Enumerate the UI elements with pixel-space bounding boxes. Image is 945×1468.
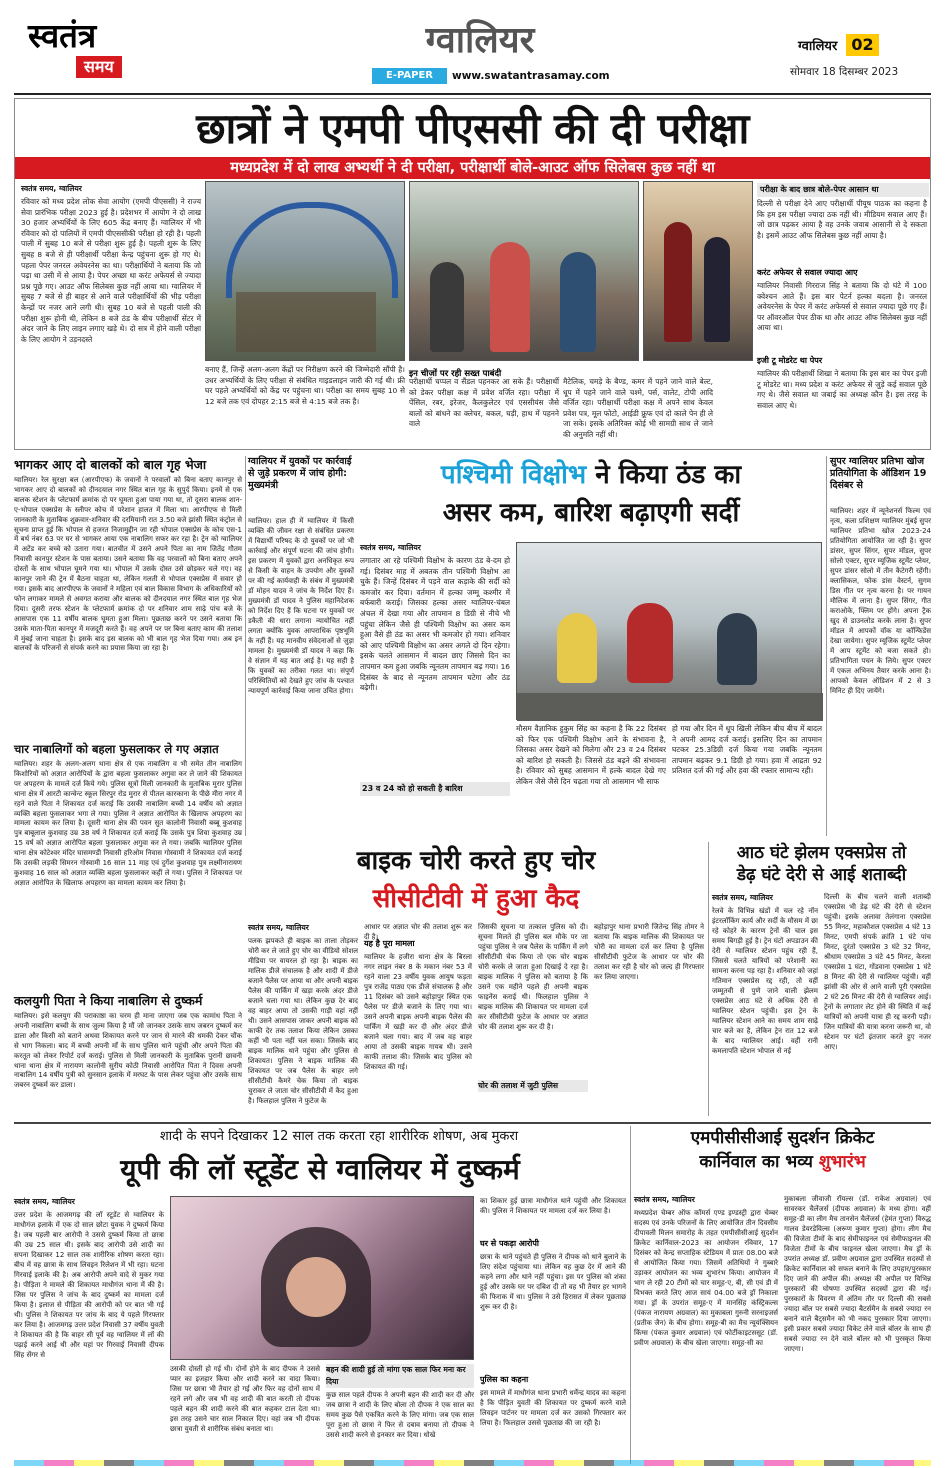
website-link[interactable]: www.swatantrasamay.com [452,70,610,82]
cricket-headline-accent: शुभारंभ [818,1152,866,1172]
train-headline-line2: डेढ़ घंटे देरी से आई शताब्दी [736,865,907,885]
weather-byline: स्वतंत्र समय, ग्वालियर [360,543,421,552]
lead-story [14,98,931,450]
weather-body-2: मौसम वैज्ञानिक हुकुम सिंह का कहना है कि 22 दिसंबर को फिर एक पश्चिमी विक्षोभ आने के संभावना है, जिसका असर देखने को मिलेगा और 23 व 24 दिसंबर को बारिश हो सकती है। जिससे ठंड बढ़ने की संभावना है। रविवार को सुबह आसमान में हल्के बादल देखे गए लेकिन जैसे जैसे दिन चढ़ता गया तो आसमान भी साफ [516,724,666,786]
side-body-3: ग्वालियर की परीक्षार्थी शिखा ने बताया कि इस बार का पेपर इजी टू मोडरेट था। मध्य प्रदेश व करंट अफेयर से जुड़े कई सवाल पूछे गए थे। जैसे सवाल था जबाई का अध्यक्ष कौन है। इस तरह के सवाल आए थे। [757,369,927,410]
masthead [0,0,945,90]
cctv-body-1: पलक झपकते ही बाइक का ताला तोड़कर चोरी कर ले जाते हुए चोर का वीडियो सोशल मीडिया पर वायरल हो रहा है। बाइक का मालिक डीजे संचालक है और शादी में डीजे बजाने पैलेस पर आया था और अपनी बाइक पैलेस की पार्किंग में खड़ा करके अंदर डीजे बजाने चला गया था। लेकिन कुछ देर बाद वह बाहर आया तो उसकी गाड़ी वहां नहीं थी। उसने आसपास जाकर अपनी बाइक को काफी देर तक तलाश किया लेकिन उसका कहीं भी पता नहीं चल सका। जिसके बाद बाइक मालिक थाने पहुंचा और पुलिस से शिकायत। पुलिस ने बाइक मालिक की शिकायत पर जब पैलेस के बाहर लगे सीसीटीवी कैमरे चेक किया तो बाइक चुराकर ले जाता चोर सीसीटीवी में कैद हुआ है। फिलहाल पुलिस ने फुटेज के [248,937,358,1105]
probe-column [248,456,354,836]
weather-headline-line1: ने किया ठंड का [595,460,742,490]
side-body-1: दिल्ली से परीक्षा देने आए परीक्षार्थी पीयूष पाठक का कहना है कि हम इस परीक्षा ज्यादा ठक नहीं थी। मीडियम सवाल आए हैं। जो छात्र पढ़कर आया है वह उनके जवाब आसानी से दे सकता है। इसमें आउट ऑफ सिलेबस कुछ नहीं आया है। [757,199,927,240]
page-number: 02 [846,34,878,56]
rape-case-body-5: छात्रा के थाने पहुंचते ही पुलिस ने दीपक को थाने बुलाने के लिए संदेश पहुंचाया था। लेकिन वह कुछ देर में आने की कहने लगा और थाने नहीं पहुंचा। इस पर पुलिस को शंका हुई और उसके घर पर दबिश दी तो वह भी तैयार हर भागने की फिराक में था। पुलिस ने उसे हिरासत में लेकर पूछताछ शुरू कर दी है। [480,1253,626,1311]
col-divider-2 [826,456,827,836]
section-divider [14,1122,931,1124]
rape-case-kicker: शादी के सपने दिखाकर 12 साल तक करता रहा शारीरिक शोषण, अब मुकरा [159,1129,519,1144]
weather-subhead: 23 व 24 को हो सकती है बारिश [360,782,510,796]
rape-case-subhead-3: पुलिस का कहना [480,1375,529,1384]
left-column [14,456,242,1116]
side-heading-3: इजी टू मोडरेट था पेपर [757,356,823,365]
col-divider-4 [630,1126,631,1464]
cctv-headline [248,842,704,918]
weather-headline [360,456,822,536]
rape-case-illustration [170,1196,474,1360]
train-body-1: रेलवे के विभिन्न खंडों में चल रहे नॉन इंटरलॉकिंग कार्य और सर्दी के मौसम में छा रहे कोहरे के कारण ट्रेनों की चाल इस समय बिगड़ी हुई है। ट्रेन घंटों अपडाउन की देरी से ग्वालियर स्टेशन पहुंच रही हैं, जिससे चलते यात्रियों को परेशानी का सामना करना पड़ रहा है। शनिवार को जहां गतिमान एक्सप्रेस रद्द रही, तो वहीं जम्मूतवी से पुणे जाने वाली झेलम एक्सप्रेस आठ घंटे से अधिक देरी से ग्वालियर स्टेशन पहुंची। इस ट्रेन के ग्वालियर स्टेशन आने का समय शाम साढ़े चार बजे का है, लेकिन ट्रेन रात 12 बजे के बाद ग्वालियर आई। वहीं रानी कमलापति स्टेशन भोपाल से नई [712,907,818,1055]
rape-case-body-6: इस मामले में माधौगंज थाना प्रभारी धर्मेन्द्र यादव का कहना है कि पीड़ित युवती की शिकायत पर दुष्कर्म करने वाले लिवइन पार्टनर पर मामला दर्ज कर उसको गिरफ्तार कर लिया है। फिलहाल उससे पूछताछ की जा रही है। [480,1389,626,1427]
cctv-body-5: बहोड़ापुर थाना प्रभारी जितेन्द्र सिंह तोमर ने बताया कि बाइक मालिक की शिकायत पर चोरी का मामला दर्ज कर लिया है पुलिस सीसीटीवी फुटेज के आधार पर चोर की तलाश कर रही है चोर को जल्द ही गिरफ्तार कर लिया जाएगा। [594,923,704,981]
kidnap-headline: चार नाबालिगों को बहला फुसलाकर ले गए अज्ञात [14,742,219,756]
rape-case-subhead-2: घर से पकड़ा आरोपी [480,1239,539,1248]
rape-case-body-2: उसकी दोस्ती हो गई थी। दोनों होने के बाद दीपक ने उससे प्यार का इजहार किया और शादी करने का वादा किया। जिस पर छात्रा भी तैयार हो गई और फिर वह दोनों साथ में रहने लगे और जब भी वह शादी की बात करती तो दीपक पहले बहन की शादी करने की बात कहकर टाल देता था। इस तरह उसने चार साल निकाल दिए। वहां जब भी दीपक छात्रा युवती से शारीरिक संबंध बनाता था। [170,1365,320,1433]
rape-case-body-3: कुछ साल पहले दीपक ने अपनी बहन की शादी कर दी और जब छात्रा ने शादी के लिए बोला तो दीपक ने एक साल का समय कुछ पैसे एकत्रित करने के लिए मांगा। जब एक साल पूरा हुआ तो छात्रा ने फिर से दबाव बनाया तो दीपक ने उससे शादी करने से इनकार कर दिया। धोखे [326,1391,474,1439]
probe-headline: ग्वालियर में युवकों पर कार्रवाई से जुड़े प्रकरण में जांच होगी: मुख्यमंत्री [248,456,352,491]
cricket-headline-line2: कार्निवाल का भव्य [699,1152,819,1172]
rape-case-byline: स्वतंत्र समय, ग्वालियर [14,1197,75,1206]
train-headline-line1: आठ घंटे झेलम एक्सप्रेस तो [736,843,907,863]
talent-headline: सुपर ग्वालियर प्रतिभा खोज प्रतियोगिता के ऑडिशन 19 दिसंबर से [830,456,927,491]
color-registration-strip [14,1460,931,1466]
page-city: ग्वालियर [798,39,838,54]
weather-story [360,456,822,836]
lead-photo-crowd [643,181,753,361]
rape-case-headline: यूपी की लॉ स्टूडेंट से ग्वालियर में दुष्कर्म [120,1153,520,1186]
issue-date: सोमवार 18 दिसम्बर 2023 [790,66,899,78]
logo-bottom: समय [76,56,122,78]
cctv-body-2: आधार पर अज्ञात चोर की तलाश शुरू कर दी है। [364,923,472,941]
weather-headline-line2: असर कम, बारिश बढ़ाएगी सर्दी [442,498,740,528]
page-badge [798,34,898,60]
train-byline: स्वतंत्र समय, ग्वालियर [712,893,773,902]
lead-body-3: परीक्षार्थी चप्पल व सैंडल पहनकर आ सके हैं। परीक्षार्थी को डेकर परीक्षा कक्ष में प्रवेश वर्जित रहा। परीक्षा में पेंसिल, रबर, इरेजर, कैलकुलेटर एवं एससीयंस जैसे बालों को बांधने का क्लेचर, बकल, घड़ी, हाथ में पहनने वाले [409,377,559,429]
logo[interactable] [28,16,138,88]
cctv-body-3: ग्वालियर के हजीरा थाना क्षेत्र के बिरला नगर लाइन नंबर 8 के मकान नंबर 53 में रहने वाला 23 वर्षीय युवक आयुष फड़ता पुत्र राजेंद्र पाठ्य एक डीजे संचालक है और 11 दिसंबर को उसने बहोड़ापुर स्थित एक पैलेस पर डीजे बजाने के लिए गया था। उसने अपनी बाइक अपनी बाइक पैलेस की पार्किंग में खड़ी कर दी और अंदर डीजे बजाने चला गया। बाद में जब वह बाहर आया तो उसकी बाइक गायब थी। उसने काफी तलाश की। जिसके बाद पुलिस को शिकायत की गई। [364,953,472,1071]
section-city: ग्वालियर [425,20,535,61]
lead-subheadline: मध्यप्रदेश में दो लाख अभ्यर्थी ने दी परीक्षा, परीक्षार्थी बोले-आउट ऑफ सिलेबस कुछ नहीं था [15,157,930,179]
lead-body-1: रविवार को मध्य प्रदेश लोक सेवा आयोग (एमपी पीएससी) ने राज्य सेवा प्रारंभिक परीक्षा 2023 हुई है। प्रदेशभर में आयोग ने दो लाख 30 हजार अभ्यर्थियों के लिए 605 केंद्र बनाए हैं। ग्वालियर में भी रविवार को दो पालियों में एमपी पीएससीकी परीक्षा हो रही है। पहली पाली में सुबह 10 बजे से परीक्षा शुरू हुई है। पहली शुरू के लिए सुबह 8 बजे से ही परीक्षार्थी परीक्षा केन्द्र पहुंचना शुरू हो गए थे। पहला पेपर जनरल अवेयरनेस का था। परीक्षार्थियों ने बताया कि जो पढ़ा था उसी में से आया है। पेपर अच्छा था करंट अफेयर्स से ज्यादा प्रश्न पूछे गए। आउट ऑफ सिलेबस कुछ नहीं आया था। ग्वालियर में सुबह 7 बजे से ही बाहर से आने वाले परीक्षार्थियों की भीड़ परीक्षा केन्द्रों पर नजर आने लगी थी। सुबह 10 बजे से पहली पाली की परीक्षा शुरू होनी थी, लेकिन 8 बजे ठंड के बीच परीक्षार्थी सेंटर में अंदर जाने के लिए लाइन लगाए खड़े थे। दो सत्र में होने वाली परीक्षा के लिए आयोग ने उड़नदस्ते [21,197,201,344]
cctv-byline: स्वतंत्र समय, ग्वालियर [248,923,309,932]
kidnap-body: ग्वालियर। शहर के अलग-अलग थाना क्षेत्र से एक नाबालिग व भी समेत तीन नाबालिग किशोरियों को अज्ञात आरोपियों के द्वारा बहला फुसलाकर अगुवा कर ले जाने की शिकायत पर अपहरण के मामले दर्ज किये गये। पुलिस सूत्रों मिली जानकारी के मुताबिक मुरार पुलिस थाना क्षेत्र में आरटी कान्वेन्ट स्कूल सिरपुर रोड मुरार से पीतल कारकाना के पीछे मीरा नगर में रहने वाले पिता ने शिकायत दर्ज कराई कि उसकी नाबालिग बच्ची 14 वर्षीय को अज्ञात व्यक्ति बहला फुसलाकर भगा ले गया। पुलिस ने अज्ञात आरोपित के खिलाफ अपहरण का मामला कायम कर लिया है। दूसरी थाना क्षेत्र की पवन सुत कालोनी निवासी बब्बू कुशवाह पुत्र बाबूलाल कुशवाह उम्र 38 वर्ष ने शिकायत दर्ज कराई कि उसके पुत्र शिवा कुशवाह उम्र 15 वर्ष को अज्ञात आरोपित बहला फुसलाकर अगुवा कर ले गया। जबकि ग्वालियर पुलिस थाना क्षेत्र कोटेश्वर मंदिर घासमण्डी निवासी हरिओम निवास गोस्वामी ने शिकायत दर्ज कराई कि उसकी लड़की सिमरन गोस्वामी 16 साल 11 माह एवं दुर्गेश कुशवाह पुत्र लक्ष्मीनारायण कुशवाह 16 साल को अज्ञात व्यक्ति बहला फुसलाकर कहीं ले गया। पुलिस ने शिकायत पर अज्ञात आरोपित के खिलाफ अपहरण का मामला कायम कर लिया है। [14,760,242,887]
talent-story [830,456,931,836]
cctv-subhead-1: यह है पूरा मामला [364,939,415,948]
cricket-byline: स्वतंत्र समय, ग्वालियर [634,1195,695,1204]
father-crime-headline: कलयुगी पिता ने किया नाबालिग से दुष्कर्म [14,993,203,1008]
train-body-2: दिल्ली के बीच चलने वाली शताब्दी एक्सप्रेस भी डेढ़ घंटे की देरी से स्टेशन पहुंची। इसके अलावा तेलंगाना एक्सप्रेस 55 मिनट, महाकौशल एक्सप्रेस 4 घंटे 13 मिनट, एमपी संपर्क क्रांति 1 घंटे पांच मिनट, दुरंतो एक्सप्रेस 3 घंटे 32 मिनट, श्रीधाम एक्सप्रेस 3 घंटे 45 मिनट, केरला एक्सप्रेस 1 घंटा, गोंडवाना एक्सप्रेस 1 घंटे 8 मिनट की देरी से ग्वालियर पहुंची। वहीं झांसी की ओर से आने वाली पूरी एक्सप्रेस 2 घंटे 26 मिनट की देरी से ग्वालियर आई। ट्रेनों के लगातार लेट होने की स्थिति में कई यात्रियों को अपनी यात्रा ही रद्द करनी पड़ी। जिन यात्रियों की यात्रा करना जरूरी था, वो स्टेशन पर घंटों इंतजार करते हुए नजर आए। [824,893,931,1051]
cctv-subhead-2: चोर की तलाश में जुटी पुलिस [478,1080,588,1092]
lead-body-4: मैटेलिक, चमड़े के बैण्ड, कमर में पहने जाने वाले बेल्ट, धूप में पहने जाने वाले चश्मे, पर्स, वालेट, टोपी आदि वर्जित रहा। परीक्षार्थी परीक्षा कक्ष में अपने साथ केवल प्रवेश पत्र, मूल फोटो, आईडी फ़्रूफ एवं दो काले पेन ही ले जा सके। इसके अतिरिक्त कोई भी सामग्री साथ ले जाने की अनुमति नहीं थी। [563,377,713,439]
rape-case-subhead-1: बहन की शादी हुई तो मांगा एक साल फिर मना कर दिया [326,1364,474,1388]
weather-body-3: हो गया और दिन में धूप खिली लेकिन बीच बीच में बादल ने अपनी आमद दर्ज कराई। इसलिए दिन का तापमान घटकर 25.3डिग्री दर्ज किया गया जबकि न्यूनतम तापमान बढ़कर 9.1 डिग्री हो गया। हवा में आद्रता 92 प्रतिशत दर्ज की गई और हवा की रफ्तार सामान्य रही। [672,724,822,776]
runaway-headline: भागकर आए दो बालकों को बाल गृह भेजा [14,457,207,472]
lead-photo-students [409,181,639,361]
cricket-body-2: मुकाबला जीवाजी रॉयल्स (डॉ. राकेश अग्रवाल) एवं सावरकर चैलेंजर्स (दीपक अग्रवाल) के मध्य होगा। वहीं समूह-डी का लीग मैच तानसेन चैलेंजर्स (हेमंत गुप्ता) विरुद्ध गालव डेयरडेविल्स (अरूण कुमार गुप्ता) होगा। लीग मैच की विजेता टीमों के बाद सेमीफाइनल एवं सेमीफाइनल की विजेता टीमों के बीच फाइनल खेला जाएगा। मैच ड्रॉ के उपरांत अध्यक्ष डॉ. प्रवीण अग्रवाल द्वारा उपस्थित सदस्यों से क्रिकेट कार्निवाल को सफल बनाने के लिए उपहार/पुरस्कार दिए जाने की अपील की। अध्यक्ष की अपील पर विभिन्न पुरस्कारों की घोषणा उपस्थित सदस्यों द्वारा की गई। पुरस्कारों के विवरण में अंतिम तौर पर दिल्ली की सबसे ज्यादा बॉल पर सबसे ज्यादा बैटर्समैन के सबसे ज्यादा रन बनाने वाले बैट्समैन को भी नकद पुरस्कार दिया जाएगा। इसी प्रकार सबसे ज्यादा विकेट लेने वाले बॉलर के साथ ही सबसे ज्यादा रन देने वाले बॉलर को भी पुरस्कृत किया जाएगा। [784,1195,932,1353]
cctv-body-4: जिसकी सूचना या तत्काल पुलिस को दी। सूचना मिलते ही पुलिस बल मौके पर जा पहुंचा पुलिस ने जब पैलेस के पार्किंग में लगे सीसीटीवी चेक किया तो एक चोर बाइक चोरी करके ले जाता हुआ दिखाई दे रहा है। बाइक मालिक ने पुलिस को बताया है कि उसने एक महीने पहले ही अपनी बाइक फाइनेंस कराई थी। फिलहाल पुलिस ने बाइक मालिक की शिकायत पर मामला दर्ज कर सीसीटीवी फुटेज के आधार पर अज्ञात चोर की तलाश शुरू कर दी है। [478,923,588,1031]
lead-headline: छात्रों ने एमपी पीएससी की दी परीक्षा [196,104,749,153]
cctv-headline-line1: बाइक चोरी करते हुए चोर [356,846,596,876]
weather-photo [516,542,822,720]
cricket-body-1: मध्यप्रदेश चेम्बर ऑफ कॉमर्स एण्ड इण्डस्ट्री द्वारा चेम्बर सदस्य एवं उनके परिजनों के लिए आयोजित तीन दिवसीय दीपावली मिलन समारोह के तहत एमपीसीसीआई सुदर्शन क्रिकेट कार्निवाल-2023 का आयोजन रविवार, 17 दिसंबर को केन्द्र सप्ताहिक स्टेडियम में प्रातः 08.00 बजे से आयोजित किया गया। जिसमें अतिथियों ने गुब्बारे उड़ाकर आयोजन का भव्य शुभारंभ किया। आयोजन में भाग ले रही 20 टीमों को चार समूह-ए, बी, सी एवं डी में विभक्त करते लिए आज सायं 04.00 बजे ड्रॉ निकाला गया। ड्रॉ के उपरांत समूह-ए में मानसिंह कंस्ट्रिकल्स (पंकज नारायण अग्रवाल) का मुकाबला गुरुनी सरनाइजर्स (प्रतीक जैन) के बीच होगा। समूह-बी का मैच न्यूयंक्सियन किंग्स (पंकज कुमार अग्रवाल) एवं फोर्टीकाइटससूट (डॉ. प्रवीण अग्रवाल) के बीच खेला जाएगा। समूह-सी का [634,1209,778,1347]
weather-body-1: लगातार आ रहे पश्चिमी विक्षोभ के कारण ठंड बे-दम हो गई। दिसंबर माह में अबतक तीन पश्चिमी विक्षोभ आ चुके हैं। जिन्हें दिसंबर में पड़ने वाल कड़ाके की सर्दी को कमजोर कर दिया। वर्तमान में हल्का जम्मू कश्मीर में बर्फबारी कराई। जिसका हल्का असर ग्वालियर-चंबल अंचल में देखा गया और तापमान 8 डिग्री से नीचे भी पहुंचा लेकिन जैसे ही पश्चिमी विक्षोभ का असर कम हुआ वैसे ही ठंड का असर भी कमजोर हो गया। शनिवार को आए पश्चिमी विक्षोभ का असर अगले दो दिन रहेगा। इसके चलते आसमान में बादल छाए जिससे दिन का तापमान कम हुआ जबकि न्यूनतम तापमान बढ़ गया। 16 दिसंबर के बाद से न्यूनतम तापमान घटेगा और ठंड बढ़ेगी। [360,556,510,693]
lead-photo-gate [205,181,405,361]
weather-headline-accent: पश्चिमी विक्षोभ [440,460,587,490]
talent-body: ग्वालियर। शहर में न्यूनेशनर्स फिल्म एवं नृत्य, कला प्रशिक्षण ग्वालियर मुंबई सुपर ग्वालियर प्रतिभा खोज 2023-24 प्रतियोगिता आयोजित जा रही है। सुपर डांसर, सुपर सिंगर, सुपर मॉडल, सुपर सोलो एक्टर, सुपर म्यूजिक स्टूमेंट प्लेयर, सुपर डांसर सोलो में तीन कैटेगरी रहेंगी। क्लासिकल, फोक डांस वेस्टर्न, सुगम डिस गीत पर नृत्य करना है। पर गायन मौलिक में लाना है। सुपर सिंगर, गीत कराओके, फ्लिम पर होंगे। अपना ट्रैक खुद से डाउनलोड करके लाना है। सुपर मॉडल में आपकों वॉक या कॉन्फिडेंस देखा जायेगा। सुपर म्यूजिक स्टूमेंट प्लेयर में आप स्टूमेंट को बजा सकते हो। प्रतिभागिता पचन के लिये। सुपर एक्टर में एकल अभिनय तैयार करके आना है। आपको केवल ऑडिशन में 2 से 3 मिनिट ही दिए जायेंगे। [830,507,931,695]
epaper-badge: E-PAPER [372,68,447,84]
restrictions-heading: इन चीजों पर रही सख्त पाबंदी [409,369,502,379]
train-story [712,842,931,1116]
probe-body: ग्वालियर। हाल ही में ग्वालियर में किसी व्यक्ति की जीवन रक्षा से संबंधित प्रकरण में विद्यार्थी परिषद के दो युवकों पर जो भी कार्रवाई और संपूर्ण घटना की जांच होगी। इस प्रकरण में युवकों द्वारा अनधिकृत रूप से किसी के वाहन के उपयोग और युवकों पर की गई कार्यवाही के संबंध में मुख्यमंत्री डॉ मोहन यादव ने जांच के निर्देश दिए हैं। मुख्यमंत्री डॉ यादव ने पुलिस महानिदेशक को निर्देश दिए हैं कि घटना पर युवकों पर डकैती की धारा लगाना न्यायोचित नहीं लगता क्योंकि युवक आपराधिक पृष्ठभूमि के नहीं हैं। यह मानवीय संवेदनाओं से जुड़ा मामला है। मुख्यमंत्री डॉ यादव ने कहा कि वे संज्ञान में यह बात आई है। यह सही है कि युवकों का तरीका गलत था। संपूर्ण परिस्थितियों को देखते हुए जांच के पश्चात न्यायपूर्ण कार्रवाई किया जाना उचित होगा। [248,517,354,695]
side-heading-2: करंट अफेयर से सवाल ज्यादा आए [757,268,858,277]
cricket-story [634,1126,931,1464]
masthead-divider [14,93,931,95]
runaway-body: ग्वालियर। रेल सुरक्षा बल (आरपीएफ) के जवानों ने परवालों को बिना बताए कानपुर से भागकर आए दो बालकों को दीनदयाल नगर स्थित बाल गृह के सुपुर्द किया। इनमें से एक बालक स्टेशन के प्लेटफार्म क्रमांक दो पर घूमता हुआ पाया गया था, तो दूसरा बालक शान-ए-भोपाल एक्सप्रेस के स्लीपर कोच में परेशान हालत में मिला था। आरपीएफ से मिली जानकारी के मुताबिक शुक्रवार-शनिवार की दरमियानी रात 3.50 बजे झांसी स्थित कंट्रोल से सूचना प्राप्त हुई कि भोपाल से हजरत निजामुद्दीन जा रही भोपाल एक्सप्रेस के कोच एस-1 में बर्थ नंबर 63 पर घर से भागकर आया एक नाबालिग सफर कर रहा है। ट्रेन को ग्वालियर में अटेंड कर बच्चे को उतारा गया। बातचीत में उसने अपने पिता का नाम जितेंद्र गौतम निवासी कानपुर स्टेशन के पास बताया। उसने बताया कि वह परवालों को बिना बताए अपने दोस्तों के साथ भोपाल घूमने गया था। भोपाल में उसके दोस्त उसे छोड़कर चले गए। वह कानपुर जाने की ट्रेन में बैठना चाहता था, लेकिन गलती से भोपाल एक्सप्रेस में सवार हो गया। इसके बाद आरपीएफ के जवानों ने महिला एवं बाल विकास विभाग के अधिकारियों को फोन लगाकर मामले से अवगत कराया और बालक को दीनदयाल नगर स्थित बाल गृह भेज दिया। दूसरी तरफ स्टेशन के प्लेटफार्म क्रमांक दो पर शनिवार शाम साढ़े पांच बजे के आसपास एक 11 वर्षीय बालक घूमता हुआ मिला। पूछताछ करने पर उसने बताया कि उसके माता-पिता कानपुर में मजदूरी करते हैं। वह अपने पर पर बिना बताए काम की तलाश में मुंबई जाना चाहता है। इसके बाद इस बालक को भी बाल गृह भेज दिया गया। अब इन बालकों के परिजनों से संपर्क करने का प्रयास किया जा रहा है। [14,476,242,653]
rape-case-body-1: उत्तर प्रदेश के आजमगढ़ की लॉ स्टूडेंट से ग्वालियर के माधौगंज इलाके में एक दो साल छोटा युवक ने दुष्कर्म किया है। जब पहली बार आरोपी ने उससे दुष्कर्म किया तो छात्रा की उम्र 25 साल थी। इसके बाद आरोपी उसे शादी का सपना दिखाकर 12 साल तक शारीरिक शोषण करता रहा। बीच में वह छात्रा के साथ लिवइन रिलेशन में भी रहा। घटना गिरवाई इलाके की है। अब आरोपी अपने वादे से मुकर गया है। पीड़िता ने मामले की शिकायत माधौगंज थाना में की है। जिस पर पुलिस ने जांच के बाद दुष्कर्म का मामला दर्ज किया है। इलाज से पीड़िता की आरोपी को पर बात भी गई थी। पुलिस ने शिकायत पर जांच के बाद ये पहले गिरफ्तार कर लिया है। आजमगढ़ उत्तर प्रदेश निवासी 37 वर्षीय युवती ने शिकायत की है कि बाहर सी पूर्व वह ग्वालियर में लॉ की पढ़ाई करने आई थी और यहां पर गिरवाई निवासी दीपक सिंह सेंगर से [14,1211,164,1359]
cctv-headline-line2: सीसीटीवी में हुआ कैद [372,884,580,914]
side-heading-1: परीक्षा के बाद छात्र बोले-पेपर आसान था [757,183,929,197]
col-divider-1 [245,456,246,836]
side-body-2: ग्वालियर निवासी गिरराज सिंह ने बताया कि दो घंटे में 100 क्वेश्चन आते हैं। इस बार पेटर्न हल्का बदला है। जनरल अवेयरनेस के पेपर में करंट अफेयर्स से सवाल ज्यादा पूछे गए हैं। पर ऑवरऑल पेपर ठीक था और आउट ऑफ सिलेबस कुछ नहीं आया था। [757,281,927,333]
lead-body-2: बनाए हैं, जिन्हें अलग-अलग केंद्रों पर निरीक्षण करने की जिम्मेदारी सौंपी है। उधर अभ्यर्थियों के लिए परीक्षा से संबंधित गाइडलाइन जारी की गई थी। फ्री घर पहले अभ्यर्थियों को केंद्र पर पहुंचना था। परीक्षा का समय सुबह 10 से 12 बजे तक एवं दोपहर 2:15 बजे से 4:15 बजे तक है। [205,365,405,406]
rape-case-story [14,1126,626,1464]
logo-top: स्वतंत्र [28,16,97,55]
cctv-story [248,842,704,1116]
father-crime-body: ग्वालियर। इसे कलयुग की पराकाष्ठा का चरम ही माना जाएगा जब एक कामांध पिता ने अपनी नाबालिग बच्ची के साथ जुल्म किया है मौं जो जानकर उसके साथ जबरन दुष्कर्म कर डाला और किसी को बताने अथवा शिकायत करने पर जान से मारने की धमकी देकर चौंक से भाग निकला। बाद में बच्ची अपनी माँ के साथ पुलिस थाने पहुंची और अपने पिता की करतूत को लेकर रिपोर्ट दर्ज कराई। पुलिस से मिली जानकारी के मुताबिक पुरानी छावनी थाना थाना क्षेत्र में नारायण कालोनी सुरीय कोठी निवासी आरोपित पिता ने दिवस अपनी नाबालिग 14 वर्षीय पुत्री को सुनसान इलाके में मरघट के पास लेकर पहुंचा और उसके साथ जबरन दुष्कर्म कर डाला। [14,1012,242,1090]
rape-case-body-4: का शिकार हुई छात्रा माधौगंज थाने पहुंची और शिकायत की। पुलिस ने शिकायत पर मामला दर्ज कर लिया है। [480,1197,626,1215]
col-divider-3 [708,842,709,1116]
cricket-headline-line1: एमपीसीसीआई सुदर्शन क्रिकेट [690,1128,875,1148]
lead-byline: स्वतंत्र समय, ग्वालियर [21,184,82,193]
